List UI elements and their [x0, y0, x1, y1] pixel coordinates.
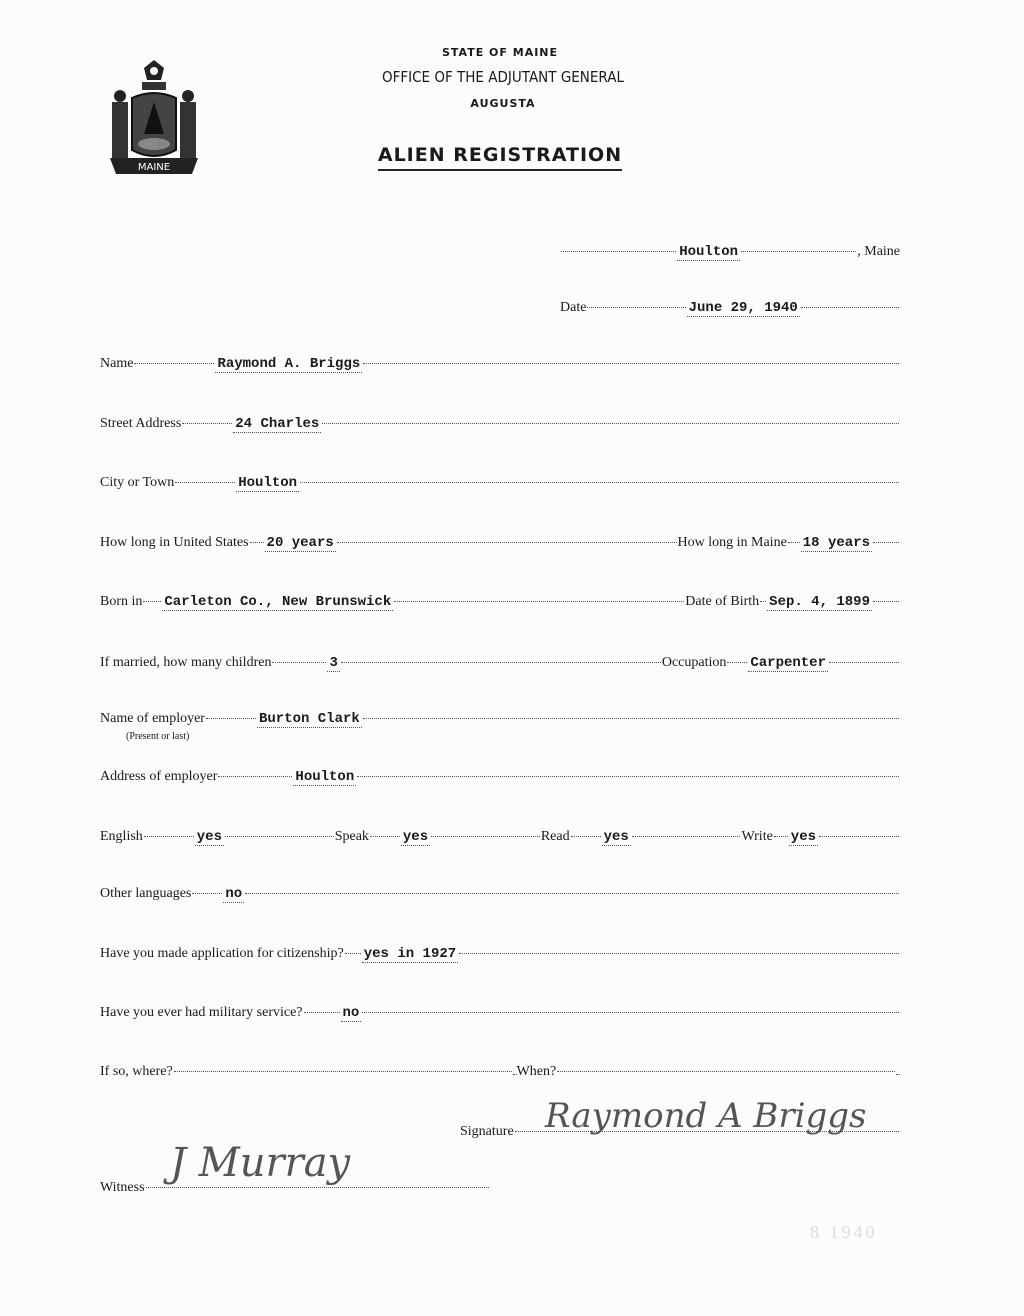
employer-field: Name of employer Burton Clark: [100, 711, 900, 728]
state-heading: STATE OF MAINE: [441, 46, 559, 59]
military-field: Have you ever had military service? no: [100, 1005, 900, 1022]
signature-field: Signature: [460, 1124, 900, 1140]
name-field: Name Raymond A. Briggs: [100, 356, 900, 373]
form-title: ALIEN REGISTRATION: [0, 144, 1000, 166]
employer-sublabel: (Present or last): [126, 731, 190, 742]
maine-state-seal: [104, 58, 204, 178]
received-stamp: 8 1940: [810, 1222, 878, 1242]
place-field: Houlton , Maine: [560, 244, 900, 261]
children-occupation-row: If married, how many children 3 Occupation Carpenter: [100, 655, 900, 672]
signature-handwriting: Raymond A Briggs: [545, 1096, 867, 1136]
residence-duration-row: How long in United States 20 years How long in Maine 18 years: [100, 535, 900, 552]
city-heading: AUGUSTA: [470, 97, 536, 110]
witness-handwriting: J Murray: [170, 1140, 351, 1186]
svg-text:MAINE: MAINE: [137, 162, 171, 173]
date-field: Date June 29, 1940: [560, 300, 900, 317]
other-languages-field: Other languages no: [100, 886, 900, 903]
employer-address-field: Address of employer Houlton: [100, 769, 900, 786]
city-field: City or Town Houlton: [100, 475, 900, 492]
service-location-row: If so, where? When?: [100, 1064, 900, 1080]
birth-row: Born in Carleton Co., New Brunswick Date of Birth Sep. 4, 1899: [100, 594, 900, 611]
witness-field: Witness: [100, 1180, 490, 1196]
language-skills-row: English yes Speak yes Read yes Write yes: [100, 829, 900, 846]
street-address-field: Street Address 24 Charles: [100, 416, 900, 433]
office-heading: OFFICE OF THE ADJUTANT GENERAL: [381, 68, 625, 86]
citizenship-field: Have you made application for citizenship? yes in 1927: [100, 946, 900, 963]
